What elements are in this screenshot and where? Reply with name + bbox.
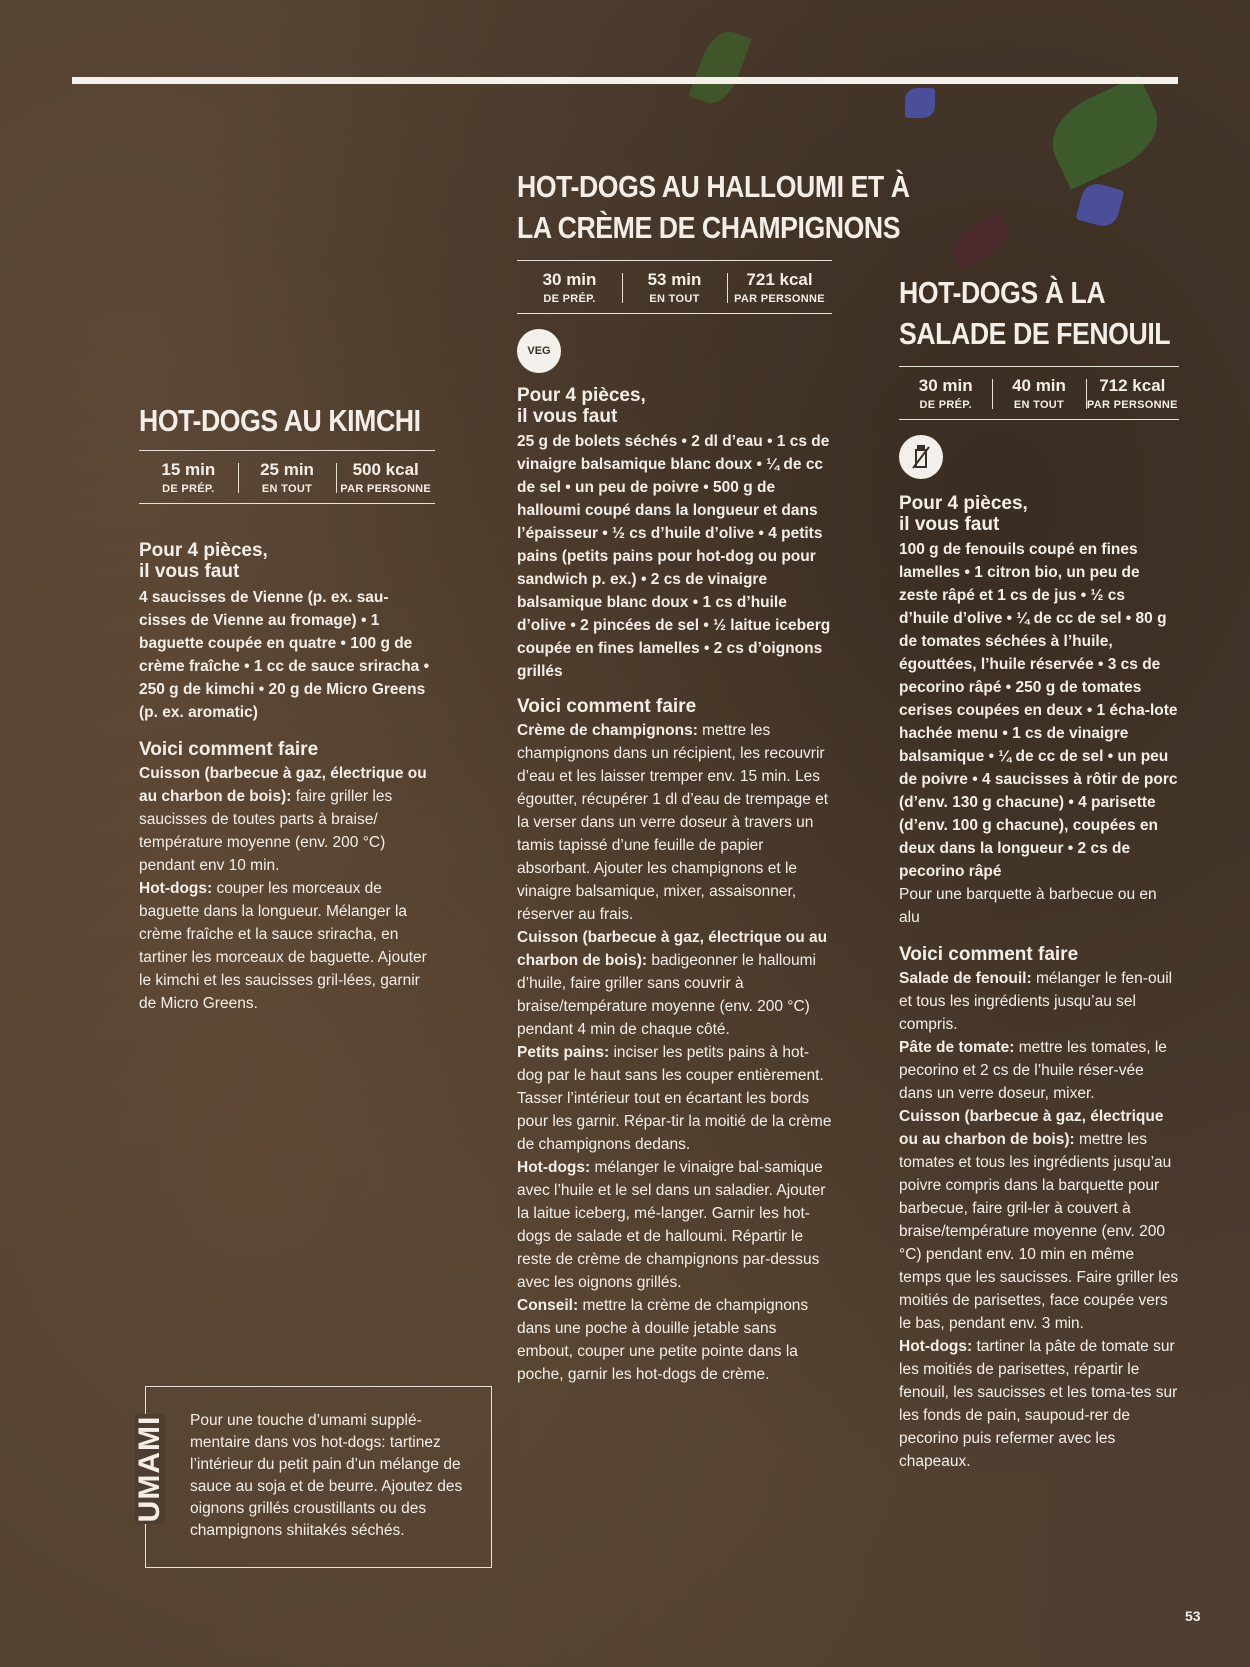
- stat-total: 53 min EN TOUT: [622, 269, 727, 307]
- step: Petits pains: inciser les petits pains à hot-dog par le haut sans les couper entièrement. Tasser l’intérieur tout en écartant les bords pour les garnir. Répar-tir la moitié de la crème de champignons dedans.: [517, 1044, 832, 1153]
- ingredients-heading: Pour 4 pièces,: [517, 385, 646, 406]
- recipe-stats: [517, 260, 832, 314]
- decorative-leaf: [1039, 75, 1170, 189]
- stat-kcal: 721 kcal PAR PERSONNE: [727, 269, 832, 307]
- step: Hot-dogs: couper les morceaux de baguette dans la longueur. Mélanger la crème fraîche et la sauce sriracha, en tartiner les morceaux de baguette. Ajouter le kimchi et les saucisses gril-lées, garnir de Micro Greens.: [139, 880, 427, 1012]
- recipe-stats: [899, 366, 1179, 420]
- decorative-flower: [905, 88, 935, 118]
- stat-kcal: 500 kcal PAR PERSONNE: [336, 459, 435, 497]
- ingredients-list: 25 g de bolets séchés • 2 dl d’eau • 1 cs de vinaigre balsamique blanc doux • ¼ de cc de sel • un peu de poivre • 500 g de halloumi coupé dans la longueur et dans l’épaisseur • ½ cs d’huile d’olive • 4 petits pains (petits pains pour hot-dog ou pour sandwich p. ex.) • 2 cs de vinaigre balsamique blanc doux • 1 cs d’huile d’olive • 2 pincées de sel • ½ laitue iceberg coupée en fines lamelles • 2 cs d’oignons grillés: [517, 433, 831, 680]
- decorative-leaf: [688, 25, 751, 109]
- recipe-fenouil: [899, 272, 1179, 1473]
- page-number: 53: [1185, 1608, 1201, 1624]
- top-rule: [72, 77, 1178, 84]
- method-heading: Voici comment faire: [139, 739, 319, 760]
- recipe-halloumi: [517, 166, 910, 1386]
- method-heading: Voici comment faire: [517, 696, 697, 717]
- recipe-title-line: HOT-DOGS AU HALLOUMI ET À: [517, 169, 910, 204]
- step: Crème de champignons: mettre les champignons dans un récipient, les recouvrir d’eau et les laisser tremper env. 15 min. Les égoutter, récupérer 1 dl d’eau de trempage et la verser dans un verre doseur à travers un tamis tapissé d’une feuille de papier absorbant. Ajouter les champignons et le vinaigre balsamique, mixer, assaisonner, réserver au frais.: [517, 722, 829, 923]
- ingredients-heading: il vous faut: [517, 406, 618, 427]
- recipe-title: HOT-DOGS AU KIMCHI: [139, 403, 421, 438]
- step: Cuisson (barbecue à gaz, électrique ou au charbon de bois): mettre les tomates et tous les ingrédients jusqu’au poivre compris dans la barquette pour barbecue, faire gril-ler à couvert à braise/température moyenne (env. 200 °C) pendant env. 10 min en même temps que les saucisses. Faire griller les moitiés de parisettes, face coupée vers le bas, pendant env. 3 min.: [899, 1108, 1179, 1332]
- ingredients-heading: Pour 4 pièces,: [139, 540, 268, 561]
- step: Hot-dogs: tartiner la pâte de tomate sur les moitiés de parisettes, répartir le fenouil, les saucisses et les toma-tes sur les fonds de pain, saupoud-rer de pecorino puis refermer avec les chapeaux.: [899, 1338, 1178, 1470]
- step: Pâte de tomate: mettre les tomates, le pecorino et 2 cs de l’huile réser-vée dans un verre doseur, mixer.: [899, 1039, 1167, 1102]
- stat-kcal: 712 kcal PAR PERSONNE: [1086, 376, 1178, 411]
- recipe-title-line: HOT-DOGS À LA: [899, 275, 1106, 310]
- recipe-kimchi: [139, 400, 435, 1015]
- ingredients-heading: il vous faut: [899, 514, 1000, 535]
- method-heading: Voici comment faire: [899, 944, 1079, 965]
- umami-label: UMAMI: [133, 1415, 166, 1523]
- lactose-free-icon: [899, 435, 943, 479]
- step: Cuisson (barbecue à gaz, électrique ou au charbon de bois): faire griller les saucisses de toutes parts à braise/ température moyenne (env. 200 °C) pendant env 10 min.: [139, 765, 427, 874]
- ingredients-heading: Pour 4 pièces,: [899, 493, 1028, 514]
- stat-prep: 30 min DE PRÉP.: [542, 270, 597, 305]
- decorative-flower: [1076, 181, 1125, 230]
- extra-equipment: Pour une barquette à barbecue ou en alu: [899, 886, 1157, 926]
- stat-total: 40 min EN TOUT: [992, 375, 1085, 413]
- step: Conseil: mettre la crème de champignons dans une poche à douille jetable sans embout, couper une petite pointe dans la poche, garnir les hot-dogs de crème.: [517, 1297, 809, 1383]
- bottle-crossed-icon: [909, 444, 933, 470]
- stat-total: 25 min EN TOUT: [238, 459, 337, 497]
- step: Cuisson (barbecue à gaz, électrique ou au charbon de bois): badigeonner le halloumi d’huile, faire griller sans couvrir à braise/température moyenne (env. 200 °C) pendant 4 min de chaque côté.: [517, 929, 828, 1038]
- decorative-leaf: [946, 212, 1014, 270]
- recipe-stats: [139, 450, 435, 504]
- stat-prep: 15 min DE PRÉP.: [161, 460, 216, 495]
- recipe-title-line: LA CRÈME DE CHAMPIGNONS: [517, 210, 901, 245]
- veg-badge-icon: VEG: [517, 329, 561, 373]
- recipe-title-line: SALADE DE FENOUIL: [899, 316, 1171, 351]
- step: Hot-dogs: mélanger le vinaigre bal-samique avec l’huile et le sel dans un saladier. Ajouter la laitue iceberg, mé-langer. Garnir les hot-dogs de salade et de halloumi. Répartir le reste de crème de champignons par-dessus avec les oignons grillés.: [517, 1159, 826, 1291]
- step: Salade de fenouil: mélanger le fen-ouil et tous les ingrédients jusqu’au sel compris.: [899, 970, 1173, 1033]
- stat-prep: 30 min DE PRÉP.: [918, 376, 973, 411]
- umami-tip-text: Pour une touche d’umami supplé-mentaire dans vos hot-dogs: tartinez l’intérieur du petit pain d’un mélange de sauce au soja et de beurre. Ajoutez des oignons grillés croustillants ou des champignons shiitakés séchés.: [190, 1412, 463, 1539]
- ingredients-list: 4 saucisses de Vienne (p. ex. sau-cisses de Vienne au fromage) • 1 baguette coupée en quatre • 100 g de crème fraîche • 1 cc de sauce sriracha • 250 g de kimchi • 20 g de Micro Greens (p. ex. aromatic): [139, 589, 430, 721]
- ingredients-list: 100 g de fenouils coupé en fines lamelles • 1 citron bio, un peu de zeste râpé et 1 cs de jus • ½ cs d’huile d’olive • ¼ de cc de sel • 80 g de tomates séchées à l’huile, égouttées, l’huile réservée • 3 cs de pecorino râpé • 250 g de tomates cerises coupées en deux • 1 écha-lote hachée menu • 1 cs de vinaigre balsamique • ¼ de cc de sel • un peu de poivre • 4 saucisses à rôtir de porc (d’env. 130 g chacune) • 4 parisette (d’env. 100 g chacune), coupées en deux dans la longueur • 2 cs de pecorino râpé: [899, 541, 1178, 880]
- ingredients-heading: il vous faut: [139, 561, 240, 582]
